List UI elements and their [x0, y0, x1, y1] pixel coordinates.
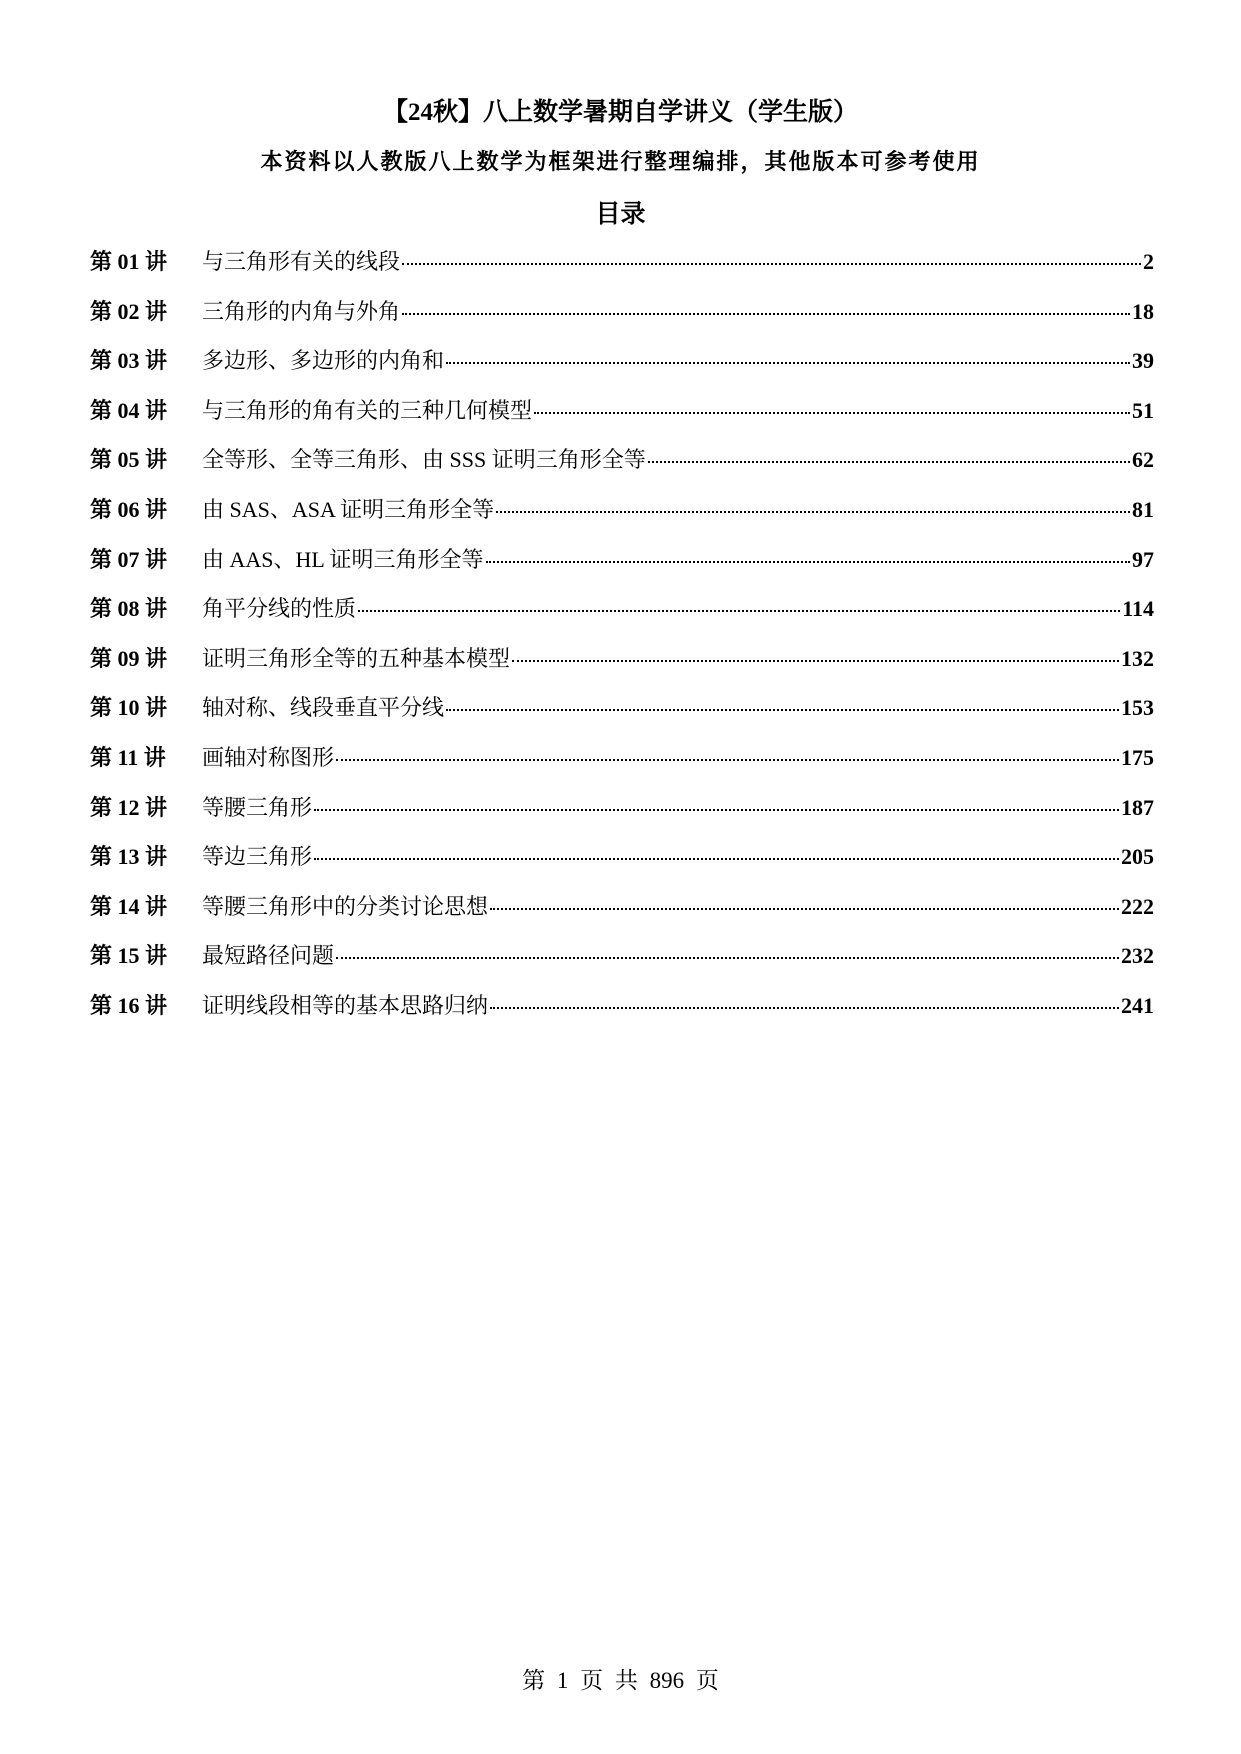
toc-dot-leader: [496, 511, 1130, 513]
toc-lecture-title: 最短路径问题: [202, 943, 335, 969]
toc-dot-leader: [534, 412, 1130, 414]
page-footer: 第 1 页 共 896 页: [522, 1668, 719, 1693]
toc-page-number: 2: [1143, 249, 1154, 274]
toc-lecture-number: 第 12 讲: [90, 794, 168, 820]
toc-page-number: 51: [1132, 397, 1154, 423]
toc-entry[interactable]: [90, 793, 1154, 843]
toc-page-number: 205: [1121, 844, 1154, 870]
toc-dot-leader: [446, 362, 1130, 364]
toc-lecture-number: 第 15 讲: [90, 943, 168, 969]
toc-lecture-number: 第 03 讲: [90, 348, 168, 374]
toc-lecture-number: 第 09 讲: [90, 645, 168, 671]
toc-lecture-number: 第 04 讲: [90, 397, 168, 423]
toc-entry[interactable]: [90, 892, 1154, 942]
toc-entry[interactable]: [90, 743, 1154, 793]
toc-page-number: 132: [1121, 645, 1154, 671]
toc-lecture-number: 第 10 讲: [90, 695, 168, 721]
toc-lecture-title: 等边三角形: [202, 844, 313, 870]
toc-entry[interactable]: [90, 594, 1154, 644]
toc-lecture-title: 角平分线的性质: [202, 596, 357, 622]
toc-entry[interactable]: [90, 941, 1154, 991]
table-of-contents: [90, 247, 1154, 1041]
toc-lecture-number: 第 11 讲: [90, 744, 166, 770]
toc-entry[interactable]: [90, 644, 1154, 694]
toc-entry[interactable]: [90, 346, 1154, 396]
toc-entry[interactable]: [90, 396, 1154, 446]
toc-page-number: 175: [1121, 744, 1154, 770]
toc-entry[interactable]: [90, 247, 1154, 297]
toc-page-number: 114: [1122, 596, 1154, 622]
toc-dot-leader: [314, 858, 1119, 860]
toc-dot-leader: [490, 1007, 1119, 1009]
toc-dot-leader: [648, 461, 1130, 463]
toc-dot-leader: [512, 660, 1119, 662]
toc-page-number: 39: [1132, 348, 1154, 374]
toc-dot-leader: [486, 561, 1130, 563]
toc-heading: 目录: [595, 201, 646, 228]
toc-page-number: 18: [1132, 298, 1154, 324]
toc-lecture-number: 第 07 讲: [90, 546, 168, 572]
toc-entry[interactable]: [90, 495, 1154, 545]
toc-lecture-title: 画轴对称图形: [202, 744, 335, 770]
toc-lecture-title: 由 SAS、ASA 证明三角形全等: [202, 496, 495, 522]
toc-dot-leader: [336, 759, 1119, 761]
toc-lecture-number: 第 13 讲: [90, 844, 168, 870]
toc-page-number: 232: [1121, 943, 1154, 969]
toc-entry[interactable]: [90, 545, 1154, 595]
toc-lecture-title: 证明三角形全等的五种基本模型: [202, 645, 511, 671]
toc-lecture-number: 第 14 讲: [90, 893, 168, 919]
toc-lecture-title: 多边形、多边形的内角和: [202, 348, 445, 374]
toc-lecture-title: 与三角形的角有关的三种几何模型: [202, 397, 533, 423]
toc-page-number: 222: [1121, 893, 1154, 919]
toc-lecture-title: 三角形的内角与外角: [202, 298, 401, 324]
toc-dot-leader: [490, 908, 1119, 910]
toc-page-number: 241: [1121, 992, 1154, 1018]
toc-lecture-number: 第 16 讲: [90, 992, 168, 1018]
toc-page-number: 187: [1121, 794, 1154, 820]
toc-lecture-number: 第 08 讲: [90, 596, 168, 622]
toc-page-number: 81: [1132, 496, 1154, 522]
toc-lecture-title: 轴对称、线段垂直平分线: [202, 695, 445, 721]
toc-entry[interactable]: [90, 693, 1154, 743]
toc-dot-leader: [446, 709, 1119, 711]
toc-dot-leader: [358, 610, 1120, 612]
toc-entry[interactable]: [90, 991, 1154, 1041]
toc-dot-leader: [402, 313, 1130, 315]
toc-lecture-title: 等腰三角形中的分类讨论思想: [202, 893, 489, 919]
toc-entry[interactable]: [90, 842, 1154, 892]
toc-lecture-number: 第 02 讲: [90, 298, 168, 324]
toc-page-number: 153: [1121, 695, 1154, 721]
toc-lecture-title: 证明线段相等的基本思路归纳: [202, 992, 489, 1018]
toc-lecture-title: 由 AAS、HL 证明三角形全等: [202, 546, 484, 572]
toc-dot-leader: [314, 809, 1119, 811]
toc-lecture-title: 全等形、全等三角形、由 SSS 证明三角形全等: [202, 447, 646, 473]
toc-lecture-number: 第 05 讲: [90, 447, 168, 473]
toc-page-number: 97: [1132, 546, 1154, 572]
toc-dot-leader: [336, 957, 1119, 959]
toc-lecture-number: 第 06 讲: [90, 496, 168, 522]
toc-page-number: 62: [1132, 447, 1154, 473]
toc-entry[interactable]: [90, 445, 1154, 495]
toc-lecture-number: 第 01 讲: [90, 249, 168, 274]
toc-entry[interactable]: [90, 297, 1154, 347]
toc-lecture-title: 与三角形有关的线段: [202, 249, 401, 274]
document-subtitle: 本资料以人教版八上数学为框架进行整理编排，其他版本可参考使用: [260, 149, 981, 174]
toc-dot-leader: [402, 263, 1141, 265]
document-title: 【24秋】八上数学暑期自学讲义（学生版）: [382, 99, 858, 126]
toc-lecture-title: 等腰三角形: [202, 794, 313, 820]
